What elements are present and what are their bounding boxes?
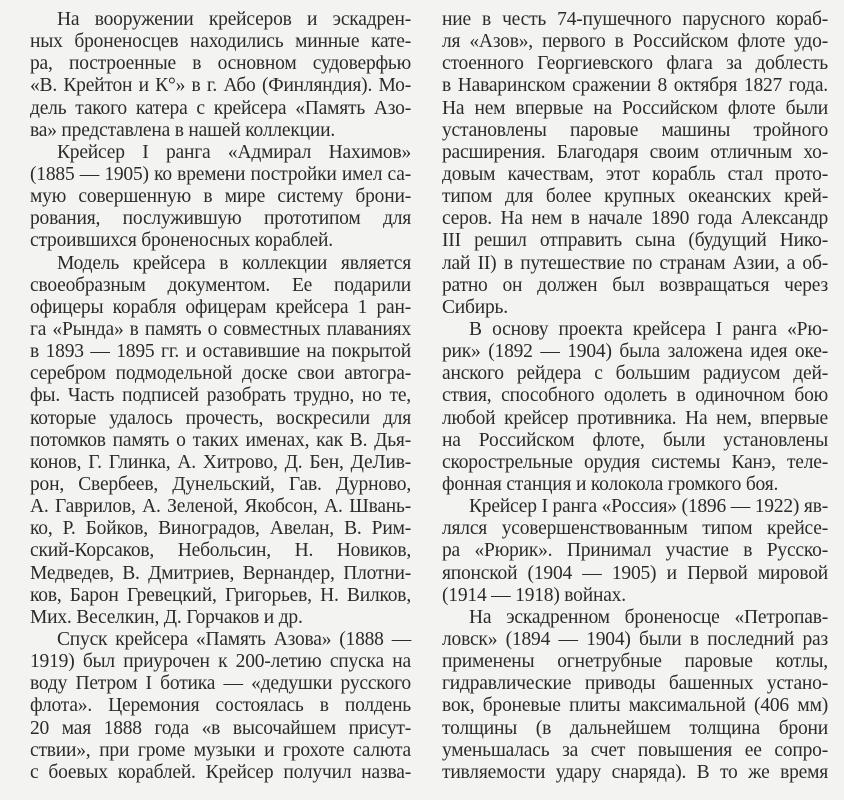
text-line: установлены паровые машины тройного bbox=[442, 119, 828, 141]
text-line: лай II) в путешествие по странам Азии, а об- bbox=[442, 252, 828, 274]
text-column-right bbox=[442, 9, 828, 784]
text-line: строившихся броненосных кораблей. bbox=[30, 230, 333, 252]
text-line: ра, построенные в основном судоверфью bbox=[30, 53, 411, 75]
text-line: типом для более крупных океанских крей- bbox=[442, 186, 828, 208]
text-line: японской (1904 — 1905) и Первой мировой bbox=[442, 562, 828, 584]
text-line: На нем впервые на Российском флоте были bbox=[442, 97, 828, 119]
text-line: Крейсер I ранга «Адмирал Нахимов» bbox=[57, 141, 411, 163]
text-line: мую совершенную в мире систему брони- bbox=[30, 186, 411, 208]
text-line: с боевых кораблей. Крейсер получил назва- bbox=[30, 761, 411, 783]
text-line: ствии», при громе музыки и грохоте салюта bbox=[30, 739, 411, 761]
text-line: лялся усовершенствованным типом крейсе- bbox=[442, 518, 828, 540]
text-line: которые удалось прочесть, воскресили для bbox=[30, 407, 411, 429]
text-line: рования, послужившую прототипом для bbox=[30, 208, 411, 230]
text-line: ра «Рюрик». Принимал участие в Русско- bbox=[442, 540, 828, 562]
text-line: На вооружении крейсеров и эскадрен- bbox=[57, 9, 411, 30]
text-line: ков, Барон Гревецкий, Григорьев, Н. Вилков, bbox=[30, 584, 411, 606]
text-line: ствия, способного одолеть в одиночном бою bbox=[442, 385, 828, 407]
text-line: ля «Азов», первого в Российском флоте удо- bbox=[442, 31, 828, 53]
text-line: дель такого катера с крейсера «Память Азо- bbox=[30, 97, 411, 119]
text-line: На эскадренном броненосце «Петропав- bbox=[469, 606, 828, 628]
text-line: конов, Г. Глинка, А. Хитрово, Д. Бен, ДеЛив- bbox=[30, 451, 411, 473]
text-line: ных броненосцев находились минные кате- bbox=[30, 31, 411, 53]
text-line: вок, броневые плиты максимальной (406 мм) bbox=[442, 695, 828, 717]
text-line: потомков память о таких именах, как В. Дья- bbox=[30, 429, 411, 451]
text-line: скорострельные орудия системы Канэ, теле- bbox=[442, 451, 828, 473]
text-line: рон, Свербеев, Дунельский, Гав. Дурново, bbox=[30, 473, 411, 495]
text-line: рик» (1892 — 1904) была заложена идея оке- bbox=[442, 341, 828, 363]
text-line: (1885 — 1905) ко времени постройки имел са- bbox=[30, 163, 411, 185]
text-line: ратно он должен был возвращаться через bbox=[442, 274, 828, 296]
text-line: III решил отправить сына (будущий Нико- bbox=[442, 230, 828, 252]
text-line: Модель крейсера в коллекции является bbox=[57, 252, 411, 274]
text-line: серов. На нем в начале 1890 года Александр bbox=[442, 208, 828, 230]
text-line: Крейсер I ранга «Россия» (1896 — 1922) яв- bbox=[469, 496, 828, 518]
text-column-left bbox=[30, 9, 411, 784]
text-line: офицеры корабля офицерам крейсера 1 ран- bbox=[30, 296, 411, 318]
text-line: флота». Церемония состоялась в полдень bbox=[30, 695, 411, 717]
text-line: ский-Корсаков, Небольсин, Н. Новиков, bbox=[30, 540, 411, 562]
text-line: расширения. Благодаря своим отличным хо- bbox=[442, 141, 828, 163]
text-line: (1914 — 1918) войнах. bbox=[442, 584, 626, 606]
text-line: Медведев, В. Дмитриев, Вернандер, Плотни- bbox=[30, 562, 411, 584]
text-line: фы. Часть подписей разобрать трудно, но те, bbox=[30, 385, 411, 407]
text-line: га «Рында» в память о совместных плаваниях bbox=[30, 318, 411, 340]
text-line: 20 мая 1888 года «в высочайшем присут- bbox=[30, 717, 411, 739]
text-line: в Наваринском сражении 8 октября 1827 года. bbox=[442, 75, 828, 97]
text-line: 1919) был приурочен к 200-летию спуска на bbox=[30, 651, 411, 673]
text-line: ко, Р. Бойков, Виноградов, Авелан, В. Рим- bbox=[30, 518, 411, 540]
text-line: ловск» (1894 — 1904) были в последний раз bbox=[442, 628, 828, 650]
text-line: тивляемости удару снаряда). В то же время bbox=[442, 761, 828, 783]
text-line: «В. Крейтон и К°» в г. Або (Финляндия). Мо- bbox=[30, 75, 411, 97]
text-line: ва» представлена в нашей коллекции. bbox=[30, 119, 336, 141]
text-line: серебром подмодельной доске свои автогра- bbox=[30, 363, 411, 385]
text-line: анского рейдера с большим радиусом дей- bbox=[442, 363, 828, 385]
text-line: Спуск крейсера «Память Азова» (1888 — bbox=[57, 628, 411, 650]
text-line: в 1893 — 1895 гг. и оставившие на покрытой bbox=[30, 341, 411, 363]
text-line: Сибирь. bbox=[442, 296, 508, 318]
text-line: толщины (в дальнейшем толщина брони bbox=[442, 717, 828, 739]
text-line: применены огнетрубные паровые котлы, bbox=[442, 651, 828, 673]
text-line: воду Петром I ботика — «дедушки русского bbox=[30, 673, 411, 695]
text-line: довым качествам, этот корабль стал прото- bbox=[442, 163, 828, 185]
text-line: своеобразным документом. Ее подарили bbox=[30, 274, 411, 296]
text-line: Мих. Веселкин, Д. Горчаков и др. bbox=[30, 606, 303, 628]
text-line: В основу проекта крейсера I ранга «Рю- bbox=[469, 318, 828, 340]
text-line: фонная станция и колокола громкого боя. bbox=[442, 473, 779, 495]
text-line: уменьшалась за счет повышения ее сопро- bbox=[442, 739, 828, 761]
text-line: ние в честь 74-пушечного парусного кораб- bbox=[442, 9, 828, 30]
text-line: любой крейсер противника. На нем, впервые bbox=[442, 407, 828, 429]
text-line: стоенного Георгиевского флага за доблесть bbox=[442, 53, 828, 75]
text-line: на Российском флоте, были установлены bbox=[442, 429, 828, 451]
text-line: А. Гаврилов, А. Зеленой, Якобсон, А. Швань- bbox=[30, 496, 411, 518]
text-line: гидравлические приводы башенных устано- bbox=[442, 673, 828, 695]
